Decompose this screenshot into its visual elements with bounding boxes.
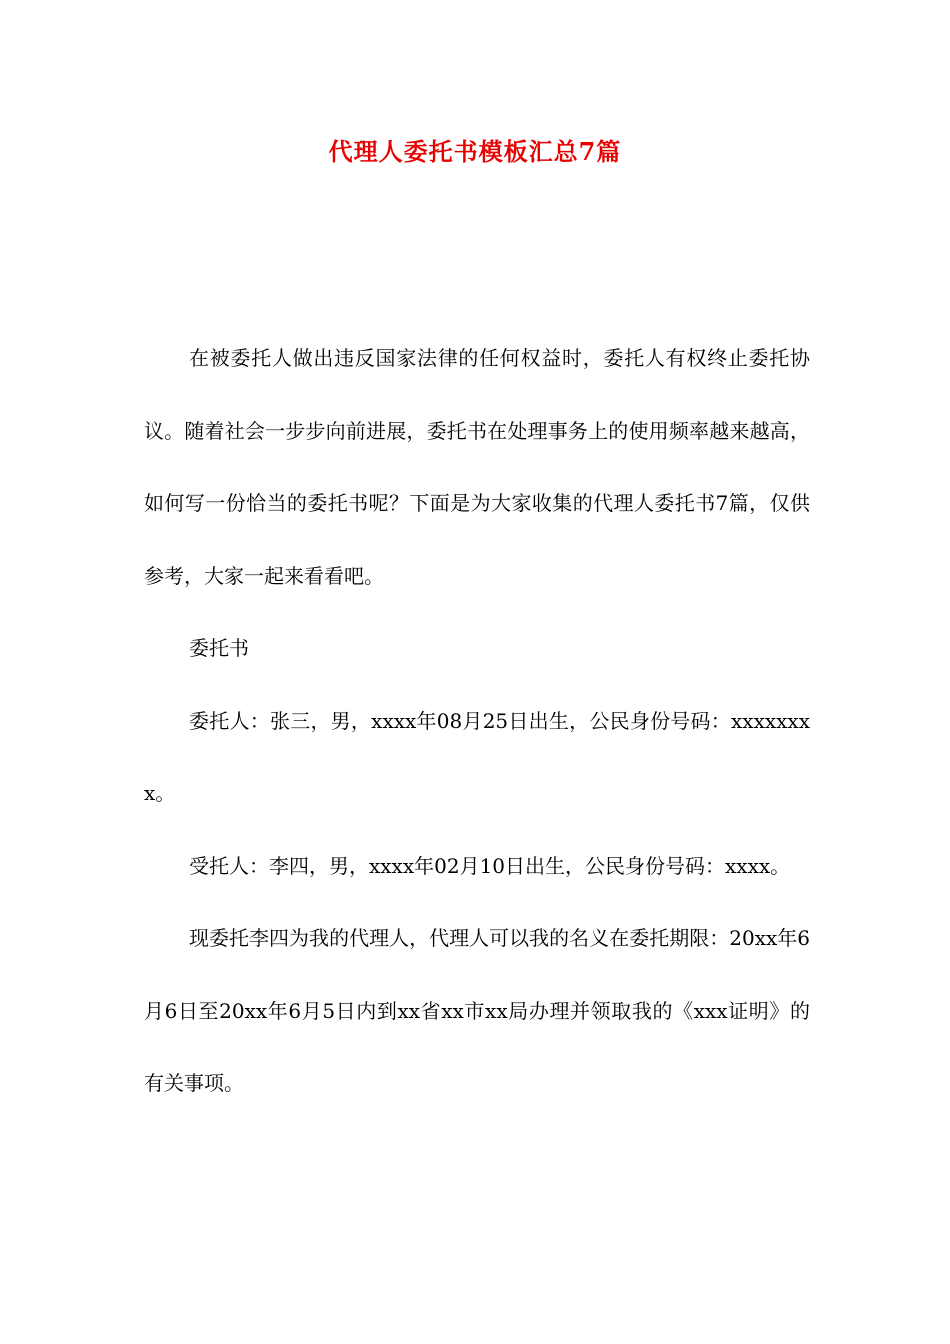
document-body — [144, 322, 810, 1120]
authorization-paragraph: 现委托李四为我的代理人，代理人可以我的名义在委托期限：20xx年6月6日至20xx年6月5日内到xx省xx市xx局办理并领取我的《xxx证明》的有关事项。 — [144, 926, 810, 1095]
intro-paragraph: 在被委托人做出违反国家法律的任何权益时，委托人有权终止委托协议。随着社会一步步向前进展，委托书在处理事务上的使用频率越来越高，如何写一份恰当的委托书呢？下面是为大家收集的代理人委托书7篇，仅供参考，大家一起来看看吧。 — [144, 346, 810, 588]
principal-paragraph: 委托人：张三，男，xxxx年08月25日出生，公民身份号码：xxxxxxxx。 — [144, 708, 810, 805]
agent-paragraph: 受托人：李四，男，xxxx年02月10日出生，公民身份号码：xxxx。 — [189, 853, 791, 878]
document-title: 代理人委托书模板汇总7篇 — [328, 137, 622, 166]
section-heading-weituoshu: 委托书 — [189, 636, 249, 660]
